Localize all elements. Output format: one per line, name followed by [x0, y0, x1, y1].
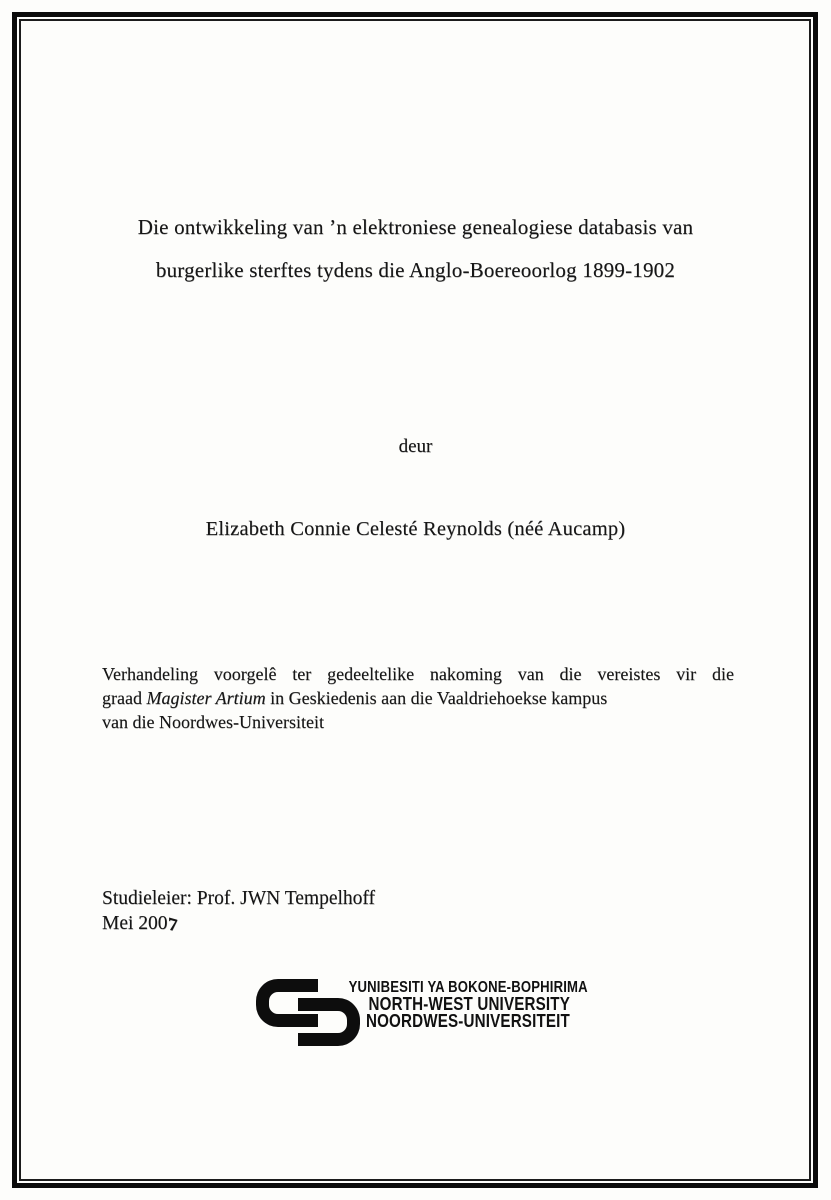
nwu-name-setswana: YUNIBESITI YA BOKONE-BOPHIRIMA: [348, 979, 588, 996]
nwu-name-english: NORTH-WEST UNIVERSITY: [368, 993, 570, 1014]
degree-statement: [102, 662, 734, 734]
degree-statement-line1: Verhandeling voorgelê ter gedeeltelike nakoming van die vereistes vir die: [102, 664, 734, 684]
nwu-name-afrikaans: NOORDWES-UNIVERSITEIT: [365, 1009, 570, 1031]
thesis-title: [50, 206, 781, 292]
byline: deur: [398, 436, 433, 457]
thesis-title-line2: burgerlike sterftes tydens die Anglo-Boereoorlog 1899-1902: [155, 258, 676, 282]
author-name: Elizabeth Connie Celesté Reynolds (néé Aucamp): [205, 518, 626, 540]
date-prefix: Mei 200: [102, 913, 168, 934]
degree-statement-line3: van die Noordwes-Universiteit: [102, 712, 324, 732]
degree-statement-line2: [102, 686, 734, 710]
date-last-digit: 7: [167, 914, 178, 937]
degree-statement-line2-suffix: in Geskiedenis aan die Vaaldriehoekse kampus: [265, 688, 608, 708]
degree-statement-line2-prefix: graad: [102, 688, 147, 708]
degree-name-italic: Magister Artium: [146, 688, 266, 708]
supervisor-line: Studieleier: Prof. JWN Tempelhoff: [102, 888, 376, 909]
page-border-inner: [19, 19, 811, 1181]
date-line: [102, 913, 177, 935]
page-border-outer: [12, 12, 818, 1188]
thesis-title-line1: Die ontwikkeling van ’n elektroniese genealogiese databasis van: [137, 215, 694, 239]
